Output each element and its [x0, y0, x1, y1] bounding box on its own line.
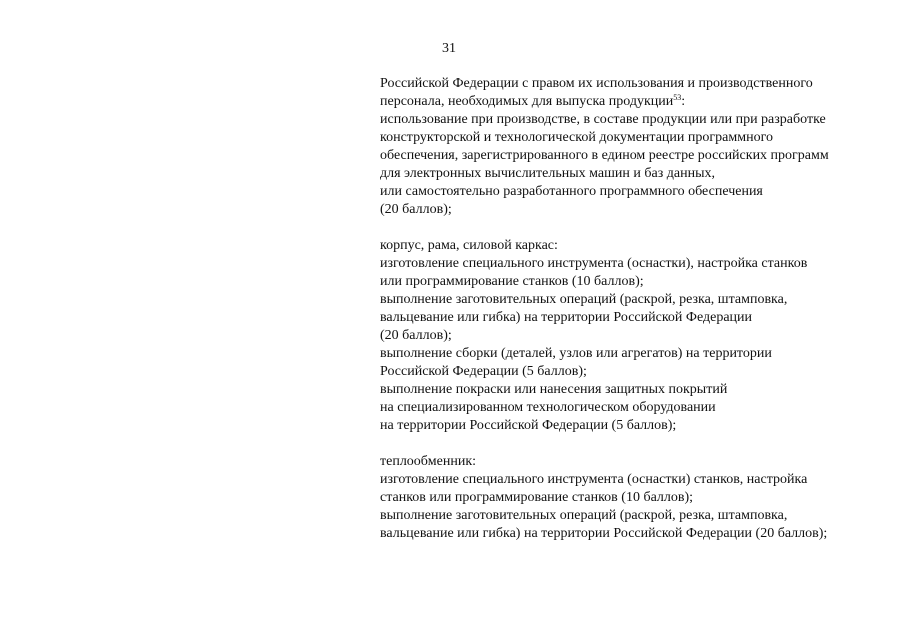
- text-line: [380, 507, 890, 525]
- text-line: [380, 327, 890, 345]
- text-line: [380, 309, 890, 327]
- text-line: [380, 489, 890, 507]
- line-text: вальцевание или гибка) на территории Российской Федерации (20 баллов);: [380, 526, 828, 541]
- line-text: выполнение сборки (деталей, узлов или агрегатов) на территории: [380, 346, 772, 361]
- text-line: [380, 165, 890, 183]
- line-text: корпус, рама, силовой каркас:: [380, 238, 558, 253]
- line-text: на территории Российской Федерации (5 баллов);: [380, 418, 677, 433]
- line-tail: :: [681, 94, 686, 109]
- text-line: [380, 345, 890, 363]
- text-line: [380, 471, 890, 489]
- text-line: [380, 111, 890, 129]
- paragraph-gap: [380, 219, 890, 237]
- text-line: [380, 75, 890, 93]
- text-line: [380, 93, 890, 111]
- text-line: [380, 399, 890, 417]
- line-text: Российской Федерации с правом их использования и производственного: [380, 76, 813, 91]
- line-text: или самостоятельно разработанного программного обеспечения: [380, 184, 763, 199]
- text-line: [380, 273, 890, 291]
- text-line: [380, 183, 890, 201]
- text-line: [380, 363, 890, 381]
- text-line: [380, 525, 890, 543]
- line-text: (20 баллов);: [380, 202, 452, 217]
- line-text: использование при производстве, в составе продукции или при разработке: [380, 112, 826, 127]
- text-line: [380, 237, 890, 255]
- text-line: [380, 201, 890, 219]
- line-text: или программирование станков (10 баллов);: [380, 274, 644, 289]
- text-line: [380, 381, 890, 399]
- line-text: (20 баллов);: [380, 328, 452, 343]
- line-text: теплообменник:: [380, 454, 477, 469]
- line-text: выполнение заготовительных операций (раскрой, резка, штамповка,: [380, 292, 788, 307]
- line-text: выполнение заготовительных операций (раскрой, резка, штамповка,: [380, 508, 788, 523]
- line-text: на специализированном технологическом оборудовании: [380, 400, 716, 415]
- text-line: [380, 417, 890, 435]
- line-text: выполнение покраски или нанесения защитных покрытий: [380, 382, 728, 397]
- line-text: изготовление специального инструмента (оснастки) станков, настройка: [380, 472, 808, 487]
- line-text: для электронных вычислительных машин и баз данных,: [380, 166, 715, 181]
- line-text: персонала, необходимых для выпуска продукции: [380, 94, 674, 109]
- page-number: 31: [442, 41, 456, 56]
- line-text: вальцевание или гибка) на территории Российской Федерации: [380, 310, 753, 325]
- line-text: обеспечения, зарегистрированного в едином реестре российских программ: [380, 148, 829, 163]
- line-text: изготовление специального инструмента (оснастки), настройка станков: [380, 256, 808, 271]
- text-line: [380, 453, 890, 471]
- document-body: [380, 75, 890, 543]
- footnote-reference[interactable]: 53: [673, 93, 682, 102]
- line-text: Российской Федерации (5 баллов);: [380, 364, 587, 379]
- text-line: [380, 255, 890, 273]
- line-text: конструкторской и технологической документации программного: [380, 130, 773, 145]
- line-text: станков или программирование станков (10 баллов);: [380, 490, 694, 505]
- text-line: [380, 129, 890, 147]
- paragraph-gap: [380, 435, 890, 453]
- text-line: [380, 291, 890, 309]
- text-line: [380, 147, 890, 165]
